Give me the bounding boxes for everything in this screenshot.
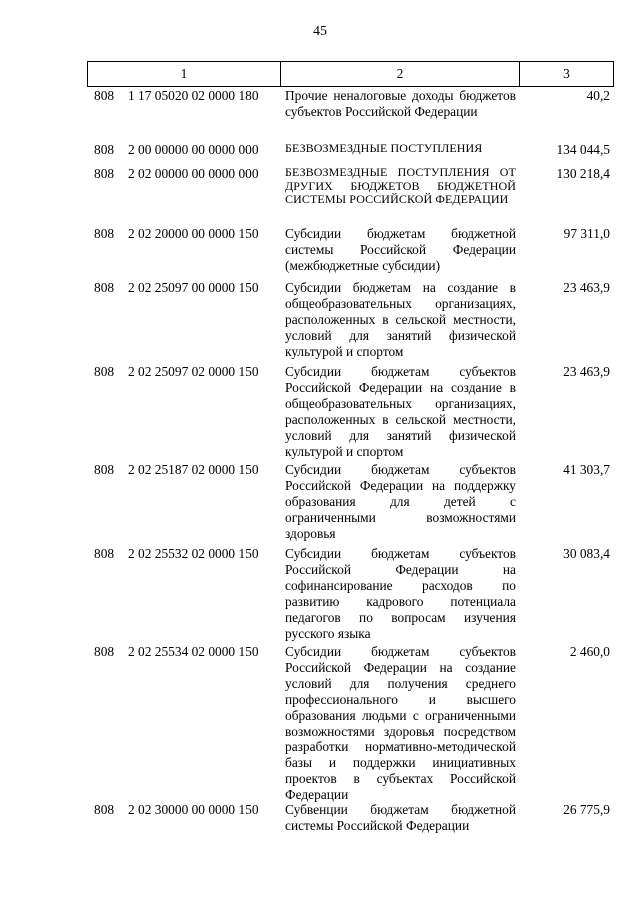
income-name: Субсидии бюджетам субъектов Российской Федерации на создание в общеобразовательных организациях, расположенных в сельской местности, условий для занятий физической культурой и спортом — [285, 364, 516, 459]
admin-code: 808 — [94, 142, 115, 157]
amount: 134 044,5 — [556, 142, 610, 157]
column-header-1: 1 — [87, 62, 280, 86]
admin-code: 808 — [94, 546, 115, 561]
budget-classification-code: 2 02 25187 02 0000 150 — [128, 462, 259, 477]
table-header — [87, 61, 614, 87]
income-name: Прочие неналоговые доходы бюджетов субъектов Российской Федерации — [285, 88, 516, 119]
budget-classification-code: 1 17 05020 02 0000 180 — [128, 88, 259, 103]
amount: 40,2 — [586, 88, 610, 103]
column-header-3: 3 — [519, 62, 614, 86]
amount: 97 311,0 — [563, 226, 610, 241]
income-name: Субсидии бюджетам бюджетной системы Российской Федерации (межбюджетные субсидии) — [285, 226, 516, 273]
admin-code: 808 — [94, 462, 115, 477]
budget-classification-code: 2 02 20000 00 0000 150 — [128, 226, 259, 241]
amount: 2 460,0 — [569, 644, 610, 659]
income-name: БЕЗВОЗМЕЗДНЫЕ ПОСТУПЛЕНИЯ ОТ ДРУГИХ БЮДЖЕТОВ БЮДЖЕТНОЙ СИСТЕМЫ РОССИЙСКОЙ ФЕДЕРАЦИИ — [285, 165, 516, 207]
income-name: Субвенции бюджетам бюджетной системы Российской Федерации — [285, 802, 516, 833]
amount: 41 303,7 — [563, 462, 610, 477]
budget-classification-code: 2 02 25097 02 0000 150 — [128, 364, 259, 379]
admin-code: 808 — [94, 226, 115, 241]
amount: 30 083,4 — [563, 546, 610, 561]
admin-code: 808 — [94, 88, 115, 103]
budget-classification-code: 2 02 25097 00 0000 150 — [128, 280, 259, 295]
page-number: 45 — [313, 24, 327, 39]
budget-classification-code: 2 02 30000 00 0000 150 — [128, 802, 259, 817]
budget-classification-code: 2 02 25534 02 0000 150 — [128, 644, 259, 659]
income-name: Субсидии бюджетам субъектов Российской Федерации на софинансирование расходов по развитию кадрового потенциала педагогов по вопросам изучения русского языка — [285, 546, 516, 641]
admin-code: 808 — [94, 280, 115, 295]
income-name: Субсидии бюджетам субъектов Российской Федерации на поддержку образования для детей с ограниченными возможностями здоровья — [285, 462, 516, 541]
admin-code: 808 — [94, 802, 115, 817]
income-name: Субсидии бюджетам на создание в общеобразовательных организациях, расположенных в сельской местности, условий для занятий физической культурой и спортом — [285, 280, 516, 359]
amount: 26 775,9 — [563, 802, 610, 817]
admin-code: 808 — [94, 364, 115, 379]
column-header-2: 2 — [280, 62, 519, 86]
budget-classification-code: 2 02 00000 00 0000 000 — [128, 166, 259, 181]
income-name: БЕЗВОЗМЕЗДНЫЕ ПОСТУПЛЕНИЯ — [285, 141, 483, 155]
amount: 130 218,4 — [556, 166, 610, 181]
income-name: Субсидии бюджетам субъектов Российской Федерации на создание условий для получения среднего профессионального и высшего образования людьми с ограниченными возможностями здоровья посредством разработки нормативно-методической базы и поддержки инициативных проектов в субъектах Российской Федерации — [285, 644, 516, 803]
admin-code: 808 — [94, 166, 115, 181]
budget-classification-code: 2 00 00000 00 0000 000 — [128, 142, 259, 157]
amount: 23 463,9 — [563, 364, 610, 379]
budget-classification-code: 2 02 25532 02 0000 150 — [128, 546, 259, 561]
amount: 23 463,9 — [563, 280, 610, 295]
admin-code: 808 — [94, 644, 115, 659]
